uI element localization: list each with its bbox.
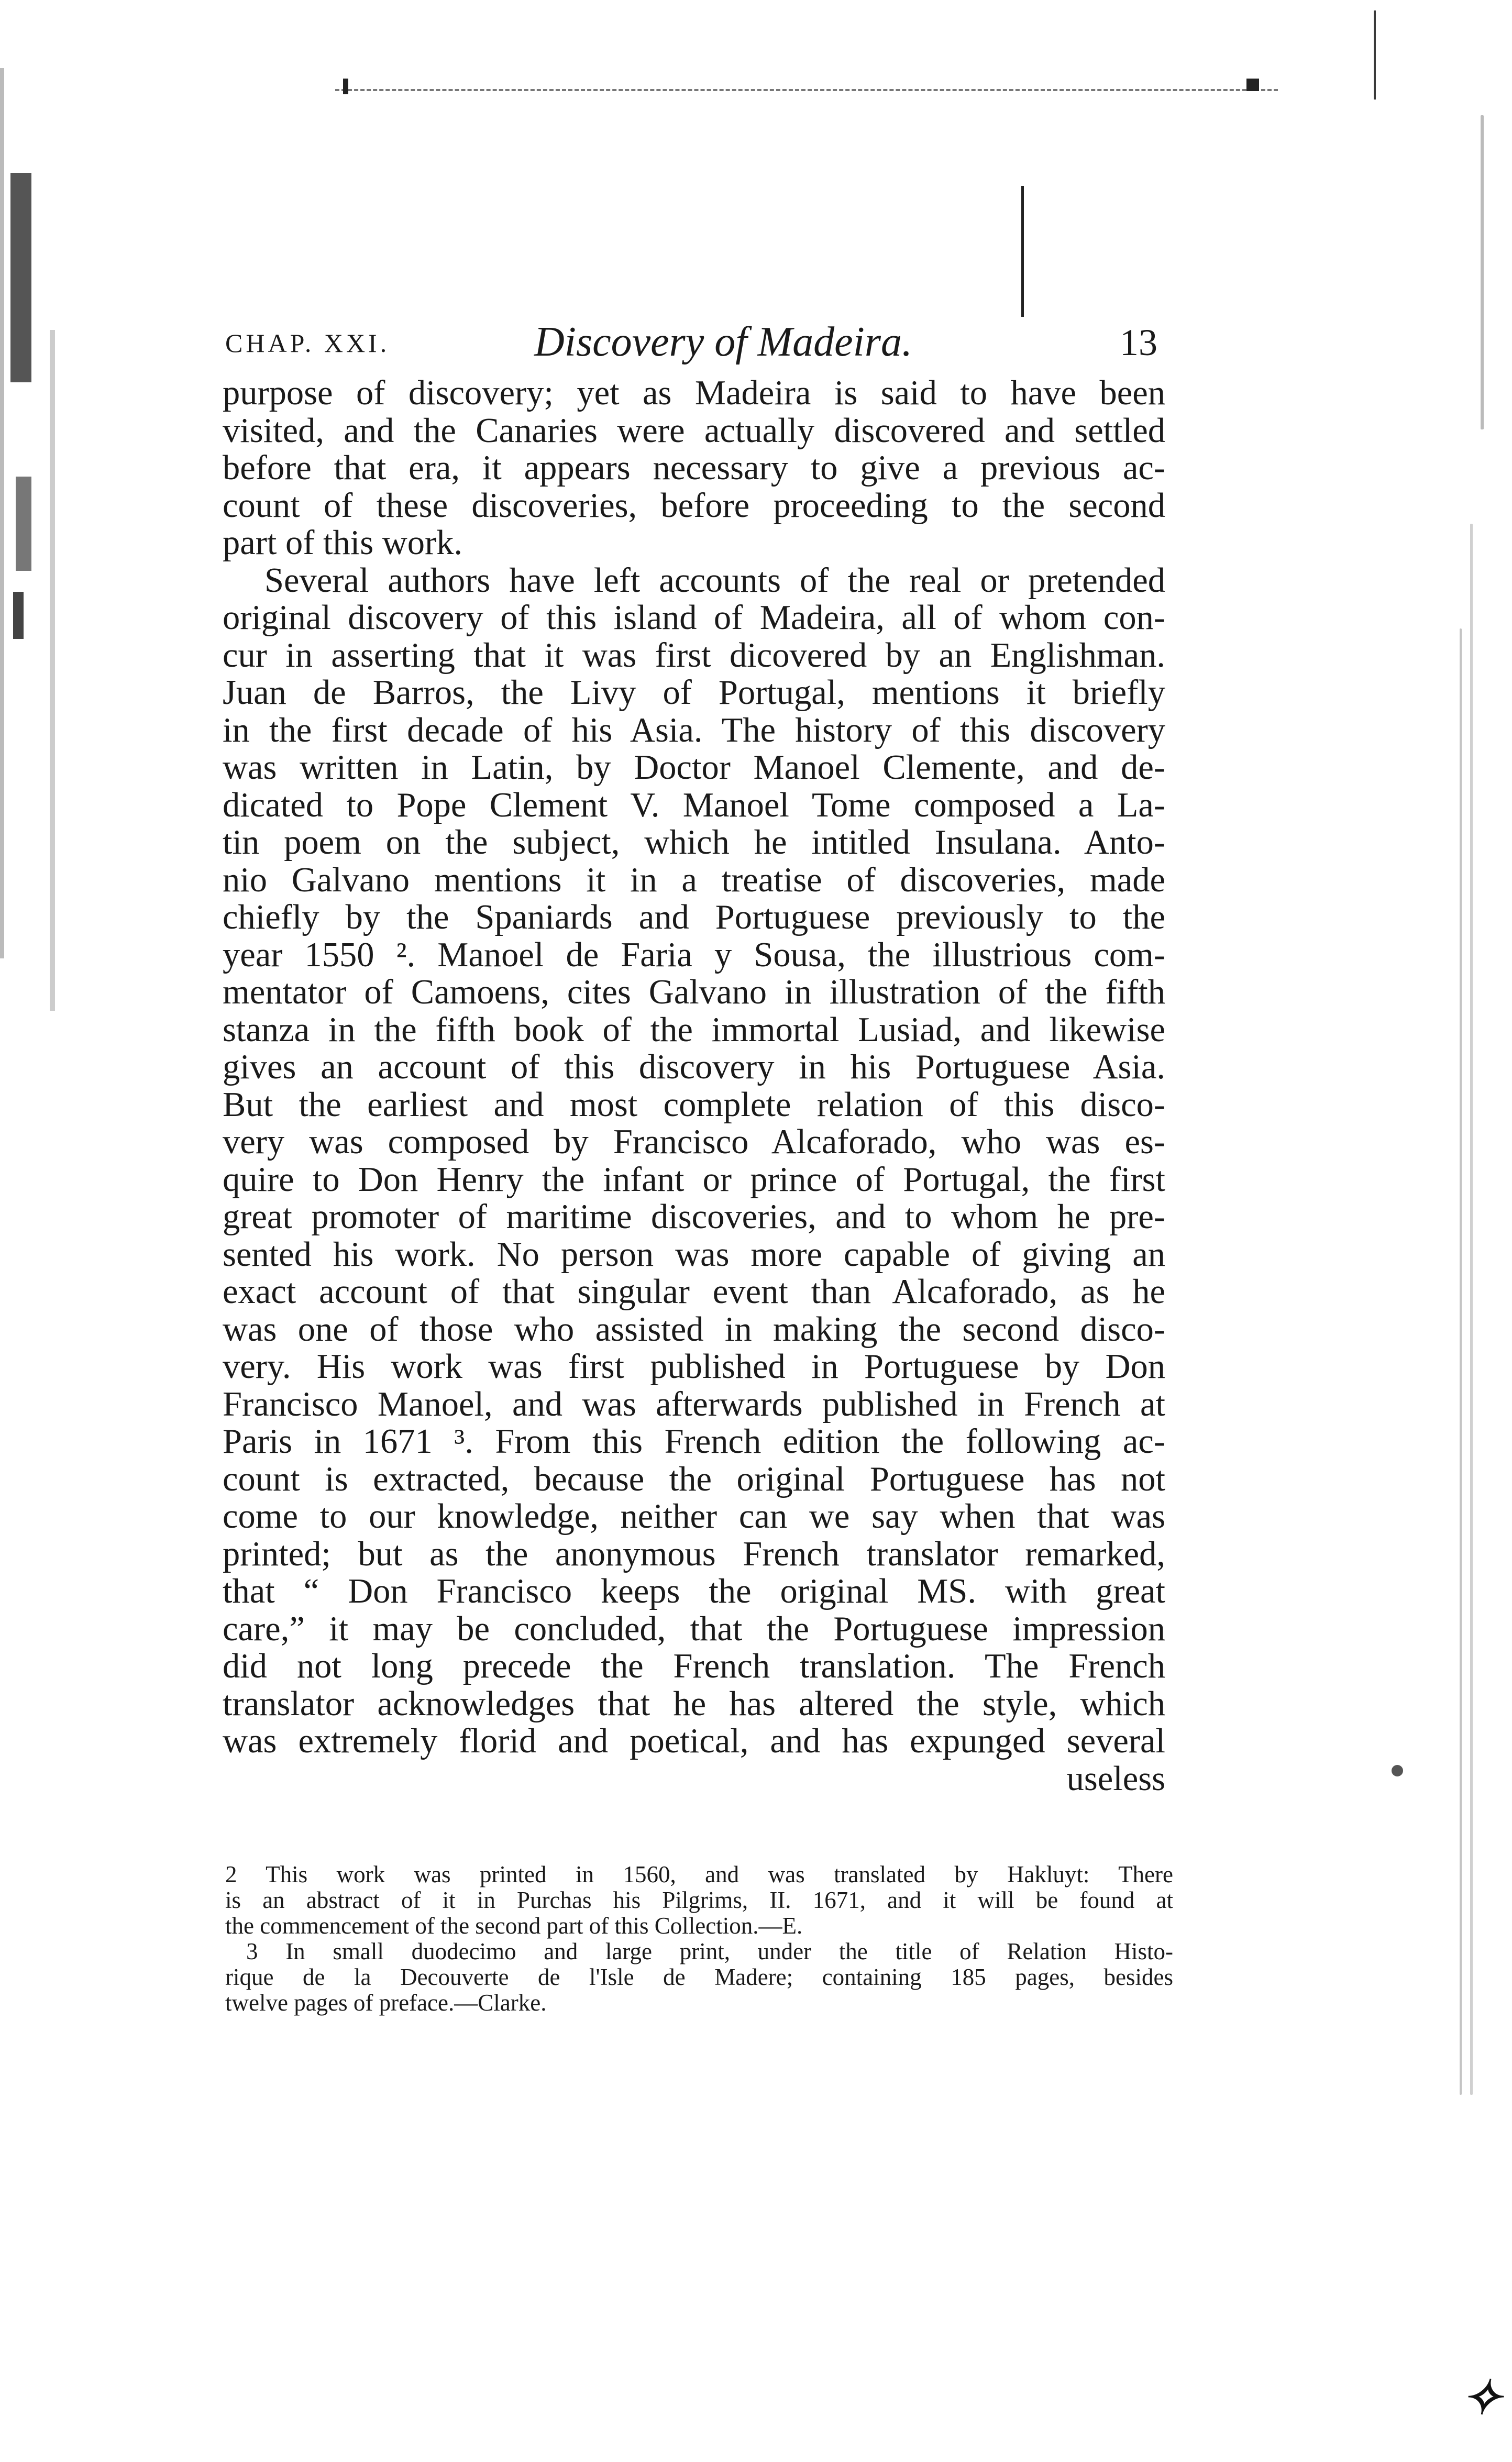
text-line: printed; but as the anonymous French translator remarked, <box>223 1534 1165 1573</box>
text-line: Several authors have left accounts of the real or pretended <box>264 561 1165 600</box>
text-line: was one of those who assisted in making the second disco- <box>223 1310 1165 1349</box>
text-line: translator acknowledges that he has altered the style, which <box>223 1684 1165 1723</box>
footnote-line: 2 This work was printed in 1560, and was translated by Hakluyt: There <box>225 1861 1173 1887</box>
text-line: gives an account of this discovery in his Portuguese Asia. <box>223 1048 1165 1086</box>
paragraph-1 <box>223 374 1165 562</box>
text-line: very was composed by Francisco Alcaforado, who was es- <box>223 1123 1165 1161</box>
text-line: did not long precede the French translation. The French <box>223 1647 1165 1685</box>
text-line: cur in asserting that it was first dicovered by an Englishman. <box>223 636 1165 675</box>
catchword-row <box>223 1760 1165 1798</box>
top-mark-right <box>1246 79 1259 91</box>
scan-edge-left <box>0 68 63 1011</box>
text-line: But the earliest and most complete relation of this disco- <box>223 1085 1165 1124</box>
paragraph-2 <box>223 562 1165 1760</box>
text-line: that “ Don Francisco keeps the original MS. with great <box>223 1572 1165 1610</box>
text-line: year 1550 ². Manoel de Faria y Sousa, the illustrious com- <box>223 935 1165 974</box>
text-line: tin poem on the subject, which he intitled Insulana. Anto- <box>223 823 1165 862</box>
text-line: count is extracted, because the original Portuguese has not <box>223 1460 1165 1498</box>
catchword: useless <box>1066 1759 1165 1798</box>
text-line: Paris in 1671 ³. From this French edition the following ac- <box>223 1422 1165 1461</box>
body-text <box>223 374 1165 1797</box>
text-line: care,” it may be concluded, that the Portuguese impression <box>223 1609 1165 1648</box>
text-line: dicated to Pope Clement V. Manoel Tome composed a La- <box>223 786 1165 824</box>
scan-fold-line <box>1374 10 1376 100</box>
text-line: chiefly by the Spaniards and Portuguese previously to the <box>223 898 1165 936</box>
text-line: was extremely florid and poetical, and has expunged several <box>223 1722 1165 1760</box>
text-line: great promoter of maritime discoveries, and to whom he pre- <box>223 1198 1165 1236</box>
text-line: original discovery of this island of Madeira, all of whom con- <box>223 599 1165 637</box>
text-line: visited, and the Canaries were actually discovered and settled <box>223 411 1165 450</box>
text-line: come to our knowledge, neither can we say when that was <box>223 1497 1165 1536</box>
text-line: purpose of discovery; yet as Madeira is said to have been <box>223 374 1165 412</box>
text-line: nio Galvano mentions it in a treatise of discoveries, made <box>223 860 1165 899</box>
text-line: Francisco Manoel, and was afterwards published in French at <box>223 1385 1165 1423</box>
page-number: 13 <box>1120 322 1157 363</box>
text-line: before that era, it appears necessary to give a previous ac- <box>223 449 1165 487</box>
text-line: quire to Don Henry the infant or prince of Portugal, the first <box>223 1160 1165 1199</box>
footnotes <box>225 1862 1173 2016</box>
text-line: mentator of Camoens, cites Galvano in illustration of the fifth <box>223 973 1165 1011</box>
text-line: sented his work. No person was more capable of giving an <box>223 1235 1165 1274</box>
text-line: was written in Latin, by Doctor Manoel Clemente, and de- <box>223 748 1165 787</box>
top-mark-left <box>343 79 348 94</box>
chapter-label: CHAP. XXI. <box>225 328 390 358</box>
text-line: in the first decade of his Asia. The history of this discovery <box>223 711 1165 749</box>
text-line: count of these discoveries, before proceeding to the second <box>223 486 1165 525</box>
scan-edge-right <box>1376 0 1512 2462</box>
running-head <box>225 318 1157 366</box>
footnote-line: twelve pages of preface.—Clarke. <box>225 1990 547 2016</box>
text-line: part of this work. <box>223 524 463 562</box>
text-line: Juan de Barros, the Livy of Portugal, mentions it briefly <box>223 674 1165 712</box>
text-line: exact account of that singular event than Alcaforado, as he <box>223 1273 1165 1311</box>
archive-stamp: ✧ <box>1462 2372 1502 2424</box>
footnote-line: is an abstract of it in Purchas his Pilgrims, II. 1671, and it will be found at <box>225 1887 1173 1913</box>
footnote-line: the commencement of the second part of this Collection.—E. <box>225 1913 803 1939</box>
footnote-line: 3 In small duodecimo and large print, under the title of Relation Histo- <box>246 1938 1173 1964</box>
text-line: stanza in the fifth book of the immortal Lusiad, and likewise <box>223 1010 1165 1049</box>
top-rule <box>335 89 1278 95</box>
page-title: Discovery of Madeira. <box>534 319 913 365</box>
gutter-mark <box>1021 186 1024 317</box>
text-line: very. His work was first published in Portuguese by Don <box>223 1348 1165 1386</box>
footnote-line: rique de la Decouverte de l'Isle de Madere; containing 185 pages, besides <box>225 1964 1173 1990</box>
